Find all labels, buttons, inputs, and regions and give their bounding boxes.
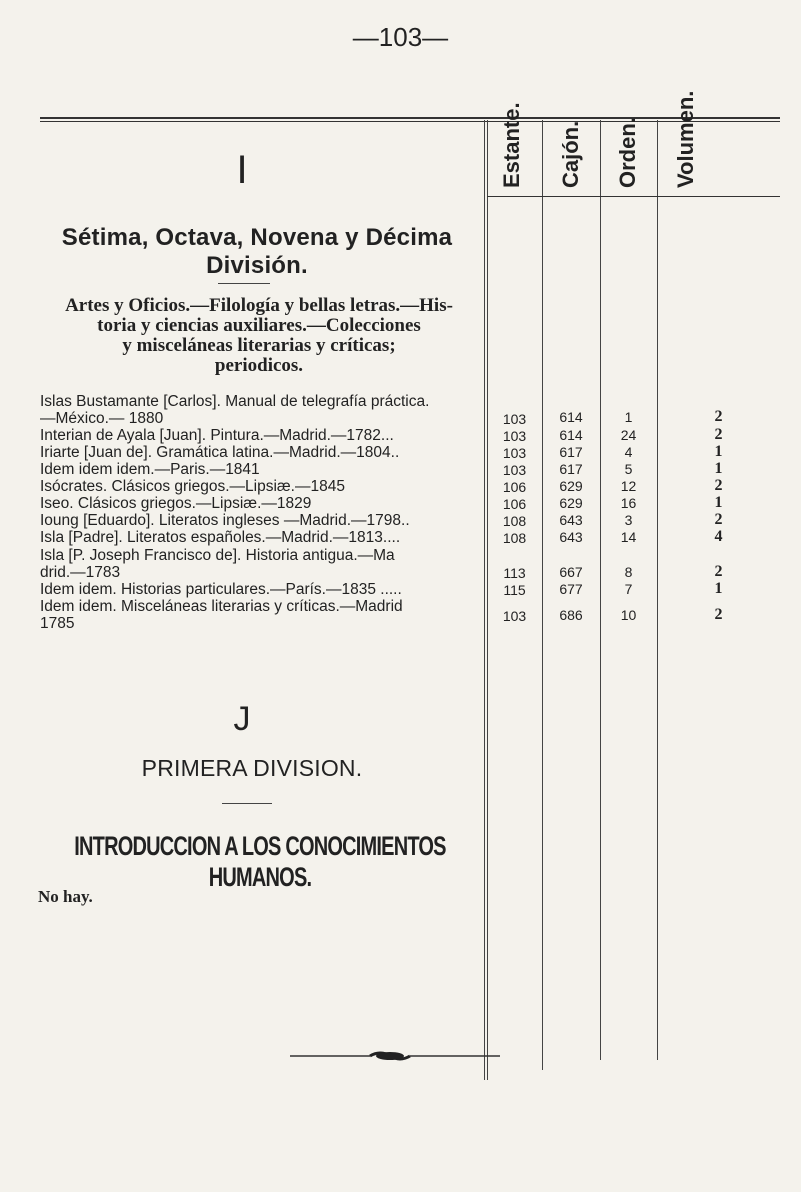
volumen-value: 1: [714, 443, 723, 460]
cajon-value: 617: [559, 461, 583, 477]
column-header-estante: Estante.: [499, 102, 524, 188]
section-letter-i: I: [236, 148, 248, 192]
column-header-cajon: Cajón.: [558, 120, 583, 188]
volumen-value: 1: [714, 580, 723, 597]
list-item: Interian de Ayala [Juan]. Pintura.—Madrid.—1782...: [40, 427, 394, 444]
subject-line: Artes y Oficios.—Filología y bellas letras.—His-: [65, 295, 453, 316]
section-separator: [218, 283, 270, 284]
cajon-value: 667: [559, 564, 583, 580]
list-item: Idem idem. Historias particulares.—París.—1835 .....: [40, 581, 402, 598]
section-title-j: PRIMERA DIVISION.: [141, 755, 363, 781]
list-item: Idem idem. Misceláneas literarias y críticas.—Madrid 1785: [40, 598, 403, 632]
no-entries-note: No hay.: [38, 887, 93, 906]
bottom-ornament: [290, 1048, 500, 1064]
volumen-value: 4: [714, 528, 723, 545]
top-rule-thin: [40, 121, 780, 122]
volumen-value: 2: [714, 426, 723, 443]
list-item: Islas Bustamante [Carlos]. Manual de telegrafía práctica. —México.— 1880: [40, 393, 430, 427]
orden-value: 24: [620, 427, 637, 443]
subject-heading-i: [34, 296, 484, 376]
estante-value: 108: [502, 530, 527, 546]
orden-value: 8: [624, 564, 633, 580]
volumen-value: 2: [714, 408, 723, 425]
estante-value: 103: [502, 428, 527, 444]
orden-value: 4: [624, 444, 633, 460]
volumen-value: 2: [714, 511, 723, 528]
orden-value: 16: [620, 495, 637, 511]
orden-value: 12: [620, 478, 637, 494]
orden-value: 10: [620, 607, 637, 623]
list-item: Idem idem idem.—Paris.—1841: [40, 461, 260, 478]
list-item: Isla [P. Joseph Francisco de]. Historia antigua.—Ma drid.—1783: [40, 547, 395, 581]
volumen-value: 2: [714, 563, 723, 580]
section-title-i: Sétima, Octava, Novena y Décima División.: [61, 224, 453, 279]
cajon-value: 614: [559, 427, 583, 443]
list-item: Isla [Padre]. Literatos españoles.—Madrid.—1813....: [40, 529, 401, 546]
volumen-value: 1: [714, 494, 723, 511]
estante-value: 113: [503, 565, 526, 581]
orden-value: 1: [624, 409, 633, 425]
estante-value: 106: [502, 479, 527, 495]
section-separator: [222, 803, 272, 804]
subject-line: toria y ciencias auxiliares.—Colecciones: [97, 315, 421, 336]
list-item: Isócrates. Clásicos griegos.—Lipsiæ.—1845: [40, 478, 345, 495]
orden-value: 5: [624, 461, 633, 477]
estante-value: 103: [502, 462, 527, 478]
estante-value: 108: [502, 513, 527, 529]
column-divider: [487, 120, 488, 1080]
column-divider: [484, 120, 485, 1080]
subject-heading-j: INTRODUCCION A LOS CONOCIMIENTOS HUMANOS.: [74, 832, 446, 893]
cajon-value: 643: [559, 512, 583, 528]
volumen-value: 2: [714, 606, 723, 623]
section-letter-j: J: [233, 700, 251, 738]
cajon-value: 614: [559, 409, 583, 425]
top-rule: [40, 117, 780, 119]
estante-value: 103: [502, 445, 527, 461]
estante-value: 106: [502, 496, 527, 512]
orden-value: 3: [624, 512, 633, 528]
orden-value: 7: [624, 581, 633, 597]
volumen-value: 2: [714, 477, 723, 494]
subject-line: periodicos.: [214, 355, 304, 376]
volumen-value: 1: [714, 460, 723, 477]
cajon-value: 617: [559, 444, 583, 460]
orden-value: 14: [620, 529, 637, 545]
estante-value: 115: [503, 582, 526, 598]
cajon-value: 643: [559, 529, 583, 545]
page-number: —103—: [352, 22, 449, 52]
cajon-value: 629: [559, 478, 583, 494]
estante-value: 103: [502, 608, 527, 624]
cajon-value: 629: [559, 495, 583, 511]
cajon-value: 677: [559, 581, 583, 597]
header-bottom-rule: [487, 196, 780, 197]
column-header-orden: Orden.: [615, 117, 640, 188]
estante-value: 103: [502, 411, 527, 427]
cajon-value: 686: [559, 607, 583, 623]
subject-line: y misceláneas literarias y críticas;: [122, 335, 396, 356]
list-item: Iriarte [Juan de]. Gramática latina.—Madrid.—1804..: [40, 444, 400, 461]
list-item: Iseo. Clásicos griegos.—Lipsiæ.—1829: [40, 495, 312, 512]
column-header-volumen: Volumen.: [673, 90, 698, 188]
list-item: Ioung [Eduardo]. Literatos ingleses —Madrid.—1798..: [40, 512, 410, 529]
